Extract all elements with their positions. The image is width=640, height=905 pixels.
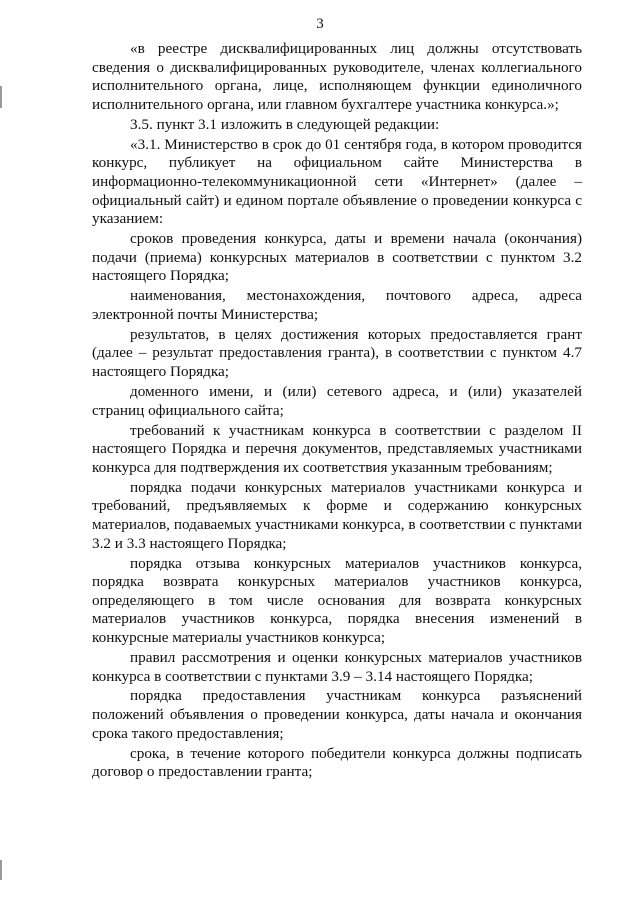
paragraph: порядка подачи конкурсных материалов участниками конкурса и требований, предъявляемых к форме и содержанию конкурсных материалов, подаваемых участниками конкурса, в соответствии с пунктами 3.2 и 3.3 настоящего Порядка; [92,478,582,552]
paragraph: результатов, в целях достижения которых предоставляется грант (далее – результат предоставления гранта), в соответствии с пунктом 4.7 настоящего Порядка; [92,325,582,381]
paragraph: 3.5. пункт 3.1 изложить в следующей редакции: [130,115,440,133]
paragraph: порядка отзыва конкурсных материалов участников конкурса, порядка возврата конкурсных материалов участников конкурса, определяющего в том числе основания для возврата конкурсных материалов участников конкурса, порядка внесения изменений в конкурсные материалы участников конкурса; [92,554,582,646]
scan-margin-mark [0,86,2,108]
scan-margin-mark [0,860,2,880]
paragraph: срока, в течение которого победители конкурса должны подписать договор о предоставлении гранта; [92,744,582,781]
paragraph: доменного имени, и (или) сетевого адреса, и (или) указателей страниц официального сайта; [92,383,582,419]
page-number: 3 [316,16,324,32]
paragraph: требований к участникам конкурса в соответствии с разделом II настоящего Порядка и перечня документов, представляемых участниками конкурса для подтверждения их соответствия указанным требованиям; [92,421,582,476]
paragraph: правил рассмотрения и оценки конкурсных материалов участников конкурса в соответствии с пунктами 3.9 – 3.14 настоящего Порядка; [92,648,582,685]
paragraph: порядка предоставления участникам конкурса разъяснений положений объявления о проведении конкурса, даты начала и окончания срока такого предоставления; [92,687,582,742]
paragraph: «3.1. Министерство в срок до 01 сентября года, в котором проводится конкурс, публикует на официальном сайте Министерства в информационно-телекоммуникационной сети «Интернет» (далее – официальный сайт) и едином портале объявление о проведении конкурса с указанием: [92,135,582,228]
paragraph: сроков проведения конкурса, даты и времени начала (окончания) подачи (приема) конкурсных материалов в соответствии с пунктом 3.2 настоящего Порядка; [92,230,582,285]
paragraph: «в реестре дисквалифицированных лиц должны отсутствовать сведения о дисквалифицированных руководителе, членах коллегиального исполнительного органа, лице, исполняющем функции единоличного исполнительного органа, или главном бухгалтере участника конкурса.»; [92,40,582,113]
paragraph: наименования, местонахождения, почтового адреса, адреса электронной почты Министерства; [92,287,582,323]
document-body [92,40,582,783]
